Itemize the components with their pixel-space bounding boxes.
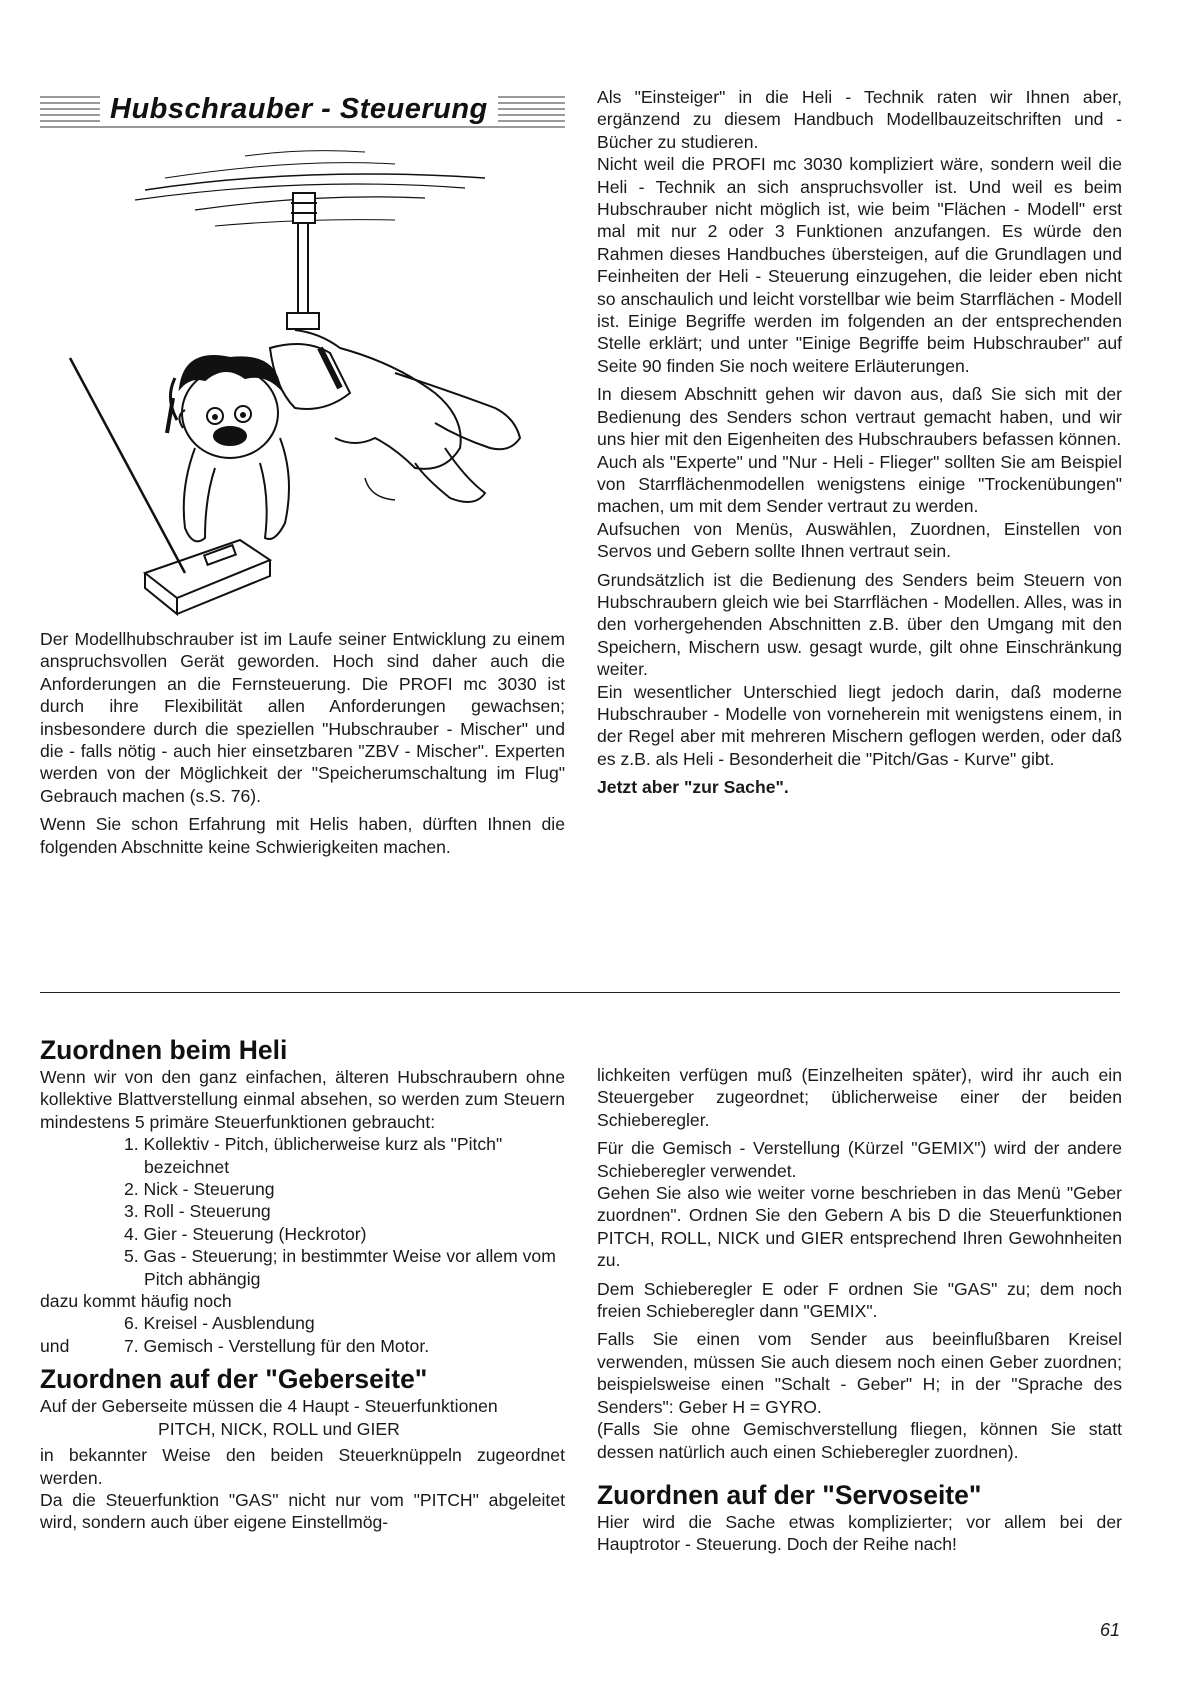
heli-paragraph-1: Wenn wir von den ganz einfachen, älteren Hubschraubern ohne kollektive Blattverstellung einmal absehen, so werden zum Steuern mindestens 5 primäre Steuerfunktionen gebraucht: [40,1067,565,1132]
right-paragraph-4: Auch als "Experte" und "Nur - Heli - Flieger" sollten Sie am Beispiel von Starrflächenmodellen wenigstens einige "Trockenübungen" machen, um mit dem Sender vertraut zu werden. [597,451,1122,517]
geber-paragraph-2: in bekannter Weise den beiden Steuerknüppeln zugeordnet werden. [40,1445,565,1488]
intro-paragraph-1: Der Modellhubschrauber ist im Laufe seiner Entwicklung zu einem anspruchsvollen Gerät geworden. Hoch sind daher auch die Anforderungen an die Fernsteuerung. Die PROFI mc 3030 ist durch ihre Flexibilität allen Anforderungen gewachsen; insbesondere durch die speziellen "Hubschrauber - Mischer" und die - falls nötig - auch hier einsetzbaren "ZBV - Mischer". Experten werden von der Möglichkeit der "Speicherumschaltung im Flug" Gebrauch machen (s.S. 76). [40,629,565,806]
page-number: 61 [1100,1620,1121,1640]
assignment-right-column [597,1064,1122,1556]
right-paragraph-7: Ein wesentlicher Unterschied liegt jedoch darin, daß moderne Hubschrauber - Modelle von vorneherein mit wenigstens einem, in der Regel aber mit mehreren Mischern geflogen werden, oder daß es z.B. als Heli - Besonderheit die "Pitch/Gas - Kurve" gibt. [597,681,1122,769]
function-list-item-7: 7. Gemisch - Verstellung für den Motor. [124,1335,430,1356]
bottom-right-paragraph-6: (Falls Sie ohne Gemischverstellung fliegen, können Sie statt dessen natürlich auch einen Schieberegler zuordnen). [597,1419,1122,1462]
function-list-item-3: 3. Roll - Steuerung [124,1201,271,1222]
function-list-item-7-row [40,1335,565,1357]
function-list-item-1: 1. Kollektiv - Pitch, üblicherweise kurz als "Pitch" bezeichnet [124,1134,503,1177]
bottom-right-paragraph-2: Für die Gemisch - Verstellung (Kürzel "GEMIX") wird der andere Schieberegler verwendet. [597,1138,1122,1181]
bottom-right-paragraph-4: Dem Schieberegler E oder F ordnen Sie "GAS" zu; dem noch freien Schieberegler dann "GEMIX". [597,1278,1122,1322]
bottom-right-paragraph-3: Gehen Sie also wie weiter vorne beschrieben in das Menü "Geber zuordnen". Ordnen Sie den Gebern A bis D die Steuerfunktionen PITCH, ROLL, NICK und GIER entsprechend Ihren Gewohnheiten zu. [597,1183,1122,1271]
function-list-item-5: 5. Gas - Steuerung; in bestimmter Weise vor allem vom Pitch abhängig [124,1246,556,1289]
function-list-item-2: 2. Nick - Steuerung [124,1179,275,1200]
und-label: und [40,1335,70,1356]
section-divider [40,992,1120,993]
geber-paragraph-1: Auf der Geberseite müssen die 4 Haupt - Steuerfunktionen [40,1396,498,1417]
heading-zuordnen-heli: Zuordnen beim Heli [40,1035,288,1065]
page-title: Hubschrauber - Steuerung [100,93,498,126]
title-banner [40,91,565,131]
intro-right-column [597,86,1122,805]
right-paragraph-6: Grundsätzlich ist die Bedienung des Senders beim Steuern von Hubschraubern gleich wie bei Starrflächen - Modellen. Alles, was in den vorhergehenden Abschnitten z.B. über den Umgang mit den Speichern, Mischern usw. gesagt wurde, gilt ohne Einschränkung weiter. [597,569,1122,680]
intro-paragraph-2: Wenn Sie schon Erfahrung mit Helis haben, dürften Ihnen die folgenden Abschnitte keine Schwierigkeiten machen. [40,814,565,857]
bottom-right-paragraph-5: Falls Sie einen vom Sender aus beeinflußbaren Kreisel verwenden, müssen Sie auch diesem noch einen Geber zuordnen; beispielsweise einen "Schalt - Geber" H; in der "Sprache des Senders": Geber H = GYRO. [597,1329,1122,1417]
heading-geberseite: Zuordnen auf der "Geberseite" [40,1364,428,1395]
geber-function-list: PITCH, NICK, ROLL und GIER [158,1418,400,1439]
heading-servoseite: Zuordnen auf der "Servoseite" [597,1479,982,1510]
right-paragraph-5: Aufsuchen von Menüs, Auswählen, Zuordnen, Einstellen von Servos und Gebern sollte Ihnen vertraut sein. [597,518,1122,562]
bottom-right-paragraph-7: Hier wird die Sache etwas komplizierter; vor allem bei der Hauptrotor - Steuerung. Doch der Reihe nach! [597,1511,1122,1555]
function-list-item-6: 6. Kreisel - Ausblendung [124,1313,315,1334]
helicopter-pilot-illustration [65,148,575,653]
assignment-left-column [40,1034,565,1534]
intro-left-column [40,628,565,864]
right-paragraph-2: Nicht weil die PROFI mc 3030 kompliziert wäre, sondern weil die Heli - Technik an sich anspruchsvoller ist. Und weil es beim Hubschrauber nicht möglich ist, wie beim "Flächen - Modell" erst mal mit nur 2 oder 3 Funktionen anzufangen. Es würde den Rahmen dieses Handbuches übersteigen, auf die Grundlagen und Feinheiten der Heli - Steuerung einzugehen, die leider eben nicht so anschaulich und leicht vorstellbar wie beim Starrflächen - Modell ist. Einige Begriffe werden im folgenden an der entsprechenden Stelle erklärt; und unter "Einige Begriffe beim Hubschrauber" auf Seite 90 finden Sie noch weitere Erläuterungen. [597,154,1122,376]
right-paragraph-3: In diesem Abschnitt gehen wir davon aus, daß Sie sich mit der Bedienung des Senders schon vertraut gemacht haben, und wir uns hier mit den Eigenheiten des Hubschraubers befassen können. [597,384,1122,450]
heli-paragraph-2: dazu kommt häufig noch [40,1291,232,1312]
geber-paragraph-3: Da die Steuerfunktion "GAS" nicht nur vom "PITCH" abgeleitet wird, sondern auch über eigene Einstellmög- [40,1489,565,1533]
right-paragraph-1: Als "Einsteiger" in die Heli - Technik raten wir Ihnen aber, ergänzend zu diesem Handbuch Modellbauzeitschriften und -Bücher zu studieren. [597,87,1122,152]
right-paragraph-8: Jetzt aber "zur Sache". [597,777,789,798]
function-list-item-4: 4. Gier - Steuerung (Heckrotor) [124,1223,367,1244]
bottom-right-paragraph-1: lichkeiten verfügen muß (Einzelheiten später), wird ihr auch ein Steuergeber zugeordnet; üblicherweise einer der beiden Schieberegler. [597,1065,1122,1130]
